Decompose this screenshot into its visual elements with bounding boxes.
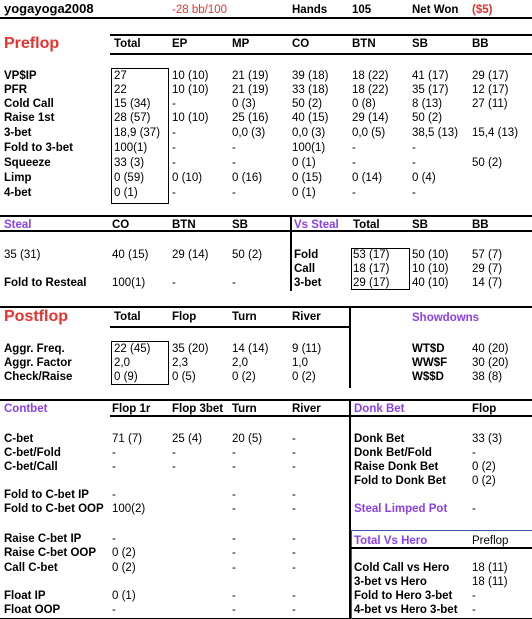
donk-cell: 33 (3) bbox=[472, 433, 503, 445]
preflop-cell: 10 (10) bbox=[172, 70, 209, 82]
postflop-cell: 2,0 bbox=[114, 357, 130, 369]
vs-steal-col-sb: SB bbox=[412, 219, 428, 231]
contbet-cell: - bbox=[232, 562, 236, 574]
donk-cell: - bbox=[472, 447, 476, 459]
preflop-cell: - bbox=[412, 142, 416, 154]
contbet-cell: - bbox=[112, 447, 116, 459]
fold-to-resteal-co: 100(1) bbox=[112, 277, 146, 289]
vs-hero-row-label: Fold to Hero 3-bet bbox=[354, 590, 453, 602]
contbet-row-label: Float IP bbox=[4, 590, 46, 602]
steal-col-btn: BTN bbox=[172, 219, 196, 231]
vs-hero-row-label: 4-bet vs Hero 3-bet bbox=[354, 604, 458, 616]
postflop-row-label: Check/Raise bbox=[4, 371, 73, 383]
contbet-cell: - bbox=[292, 503, 296, 515]
preflop-cell: 50 (2) bbox=[412, 112, 443, 124]
preflop-cell: 28 (57) bbox=[114, 112, 151, 124]
contbet-cell: - bbox=[232, 604, 236, 616]
contbet-cell: 71 (7) bbox=[112, 433, 143, 445]
showdowns-row-label: W$$D bbox=[412, 371, 444, 383]
net-won-value: ($5) bbox=[472, 4, 493, 16]
contbet-row-label: Float OOP bbox=[4, 604, 61, 616]
contbet-cell: - bbox=[172, 461, 176, 473]
hands-label: Hands bbox=[292, 4, 328, 16]
preflop-cell: - bbox=[412, 157, 416, 169]
preflop-cell: - bbox=[352, 157, 356, 169]
preflop-row-label: 3-bet bbox=[4, 127, 32, 139]
steal-btn: 29 (14) bbox=[172, 249, 209, 261]
contbet-cell: 0 (2) bbox=[112, 562, 136, 574]
contbet-row-label: C-bet/Call bbox=[4, 461, 58, 473]
contbet-cell: 100(2) bbox=[112, 503, 146, 515]
preflop-col-bb: BB bbox=[472, 38, 489, 50]
preflop-cell: 0 (15) bbox=[292, 172, 323, 184]
contbet-cell: - bbox=[292, 447, 296, 459]
preflop-cell: 0 (10) bbox=[172, 172, 203, 184]
preflop-title: Preflop bbox=[4, 35, 60, 52]
vs-steal-col-total: Total bbox=[353, 219, 380, 231]
preflop-cell: 15,4 (13) bbox=[472, 127, 519, 139]
steal-col-sb: SB bbox=[232, 219, 248, 231]
showdowns-row-label: WT$D bbox=[412, 343, 445, 355]
preflop-cell: 33 (3) bbox=[114, 157, 145, 169]
postflop-col-flop: Flop bbox=[172, 311, 197, 323]
contbet-cell: - bbox=[232, 447, 236, 459]
contbet-cell: - bbox=[292, 489, 296, 501]
contbet-cell: - bbox=[112, 533, 116, 545]
preflop-cell: - bbox=[172, 127, 176, 139]
postflop-cell: 35 (20) bbox=[172, 343, 209, 355]
preflop-cell: 50 (2) bbox=[292, 98, 323, 110]
postflop-cell: 1,0 bbox=[292, 357, 308, 369]
contbet-cell: - bbox=[292, 547, 296, 559]
preflop-cell: 10 (10) bbox=[172, 112, 209, 124]
contbet-col-turn: Turn bbox=[232, 403, 257, 415]
contbet-cell: - bbox=[112, 461, 116, 473]
vs-steal-cell: 50 (10) bbox=[412, 249, 449, 261]
postflop-top-rule bbox=[0, 306, 532, 308]
preflop-col-mp: MP bbox=[232, 38, 250, 50]
preflop-cell: 0,0 (3) bbox=[292, 127, 326, 139]
postflop-cell: 2,3 bbox=[172, 357, 188, 369]
preflop-col-total: Total bbox=[114, 38, 141, 50]
steal-limped-label: Steal Limped Pot bbox=[354, 503, 448, 515]
contbet-cell: 25 (4) bbox=[172, 433, 203, 445]
steal-divider bbox=[290, 215, 292, 291]
vs-hero-title: Total Vs Hero bbox=[354, 535, 428, 547]
preflop-cell: 39 (18) bbox=[292, 70, 329, 82]
preflop-cell: 29 (14) bbox=[352, 112, 389, 124]
vs-hero-cell: - bbox=[472, 604, 476, 616]
preflop-cell: - bbox=[232, 142, 236, 154]
vs-steal-title: Vs Steal bbox=[294, 219, 339, 231]
vs-steal-cell: 14 (7) bbox=[472, 277, 503, 289]
preflop-cell: 100(1) bbox=[114, 142, 148, 154]
preflop-cell: 0 (4) bbox=[412, 172, 436, 184]
vs-hero-cell: 18 (11) bbox=[472, 562, 508, 574]
preflop-cell: - bbox=[232, 157, 236, 169]
preflop-cell: 27 (11) bbox=[472, 98, 508, 110]
preflop-cell: - bbox=[352, 187, 356, 199]
preflop-cell: 18 (22) bbox=[352, 84, 389, 96]
donk-row-label: Donk Bet/Fold bbox=[354, 447, 432, 459]
preflop-row-label: Cold Call bbox=[4, 98, 54, 110]
contbet-row-label: Fold to C-bet OOP bbox=[4, 503, 104, 515]
bb-per-100: -28 bb/100 bbox=[172, 4, 227, 16]
steal-header-rule bbox=[0, 230, 532, 232]
preflop-cell: 0 (8) bbox=[352, 98, 376, 110]
contbet-cell: - bbox=[292, 461, 296, 473]
contbet-cell: 20 (5) bbox=[232, 433, 263, 445]
preflop-row-label: Limp bbox=[4, 172, 32, 184]
postflop-cell: 2,0 bbox=[232, 357, 248, 369]
vs-hero-row-label: Cold Call vs Hero bbox=[354, 562, 450, 574]
preflop-row-label: Fold to 3-bet bbox=[4, 142, 73, 154]
contbet-cell: - bbox=[292, 533, 296, 545]
hands-value: 105 bbox=[352, 4, 372, 16]
donk-row-label: Fold to Donk Bet bbox=[354, 475, 446, 487]
preflop-cell: - bbox=[172, 142, 176, 154]
preflop-col-btn: BTN bbox=[352, 38, 376, 50]
fold-to-resteal-btn: - bbox=[172, 277, 176, 289]
preflop-cell: 40 (15) bbox=[292, 112, 329, 124]
preflop-cell: 0 (16) bbox=[232, 172, 263, 184]
preflop-cell: - bbox=[172, 187, 176, 199]
preflop-cell: 41 (17) bbox=[412, 70, 449, 82]
preflop-row-label: Raise 1st bbox=[4, 112, 55, 124]
donk-col-flop: Flop bbox=[472, 403, 497, 415]
postflop-col-total: Total bbox=[114, 311, 141, 323]
preflop-cell: 50 (2) bbox=[472, 157, 503, 169]
preflop-col-co: CO bbox=[292, 38, 310, 50]
vs-steal-row-label: 3-bet bbox=[294, 277, 322, 289]
vs-steal-row-label: Call bbox=[294, 263, 316, 275]
preflop-cell: - bbox=[232, 187, 236, 199]
showdowns-cell: 30 (20) bbox=[472, 357, 509, 369]
donk-row-label: Donk Bet bbox=[354, 433, 405, 445]
preflop-cell: 100(1) bbox=[292, 142, 326, 154]
vs-hero-col-preflop: Preflop bbox=[472, 535, 509, 547]
preflop-row-label: PFR bbox=[4, 84, 27, 96]
vs-steal-cell: 40 (10) bbox=[412, 277, 449, 289]
preflop-col-ep: EP bbox=[172, 38, 188, 50]
contbet-col-flop3bet: Flop 3bet bbox=[172, 403, 224, 415]
postflop-cell: 22 (45) bbox=[114, 343, 151, 355]
preflop-cell: 35 (17) bbox=[412, 84, 449, 96]
preflop-cell: 27 bbox=[114, 70, 127, 82]
steal-sb: 50 (2) bbox=[232, 249, 263, 261]
contbet-cell: - bbox=[292, 604, 296, 616]
postflop-cell: 0 (9) bbox=[114, 371, 138, 383]
contbet-row-label: Call C-bet bbox=[4, 562, 58, 574]
contbet-cell: - bbox=[292, 562, 296, 574]
contbet-cell: - bbox=[112, 604, 116, 616]
contbet-col-river: River bbox=[292, 403, 321, 415]
preflop-cell: - bbox=[172, 98, 176, 110]
contbet-top-rule bbox=[0, 399, 532, 401]
preflop-cell: 29 (17) bbox=[472, 70, 509, 82]
vs-steal-cell: 29 (17) bbox=[353, 277, 390, 289]
vs-steal-cell: 18 (17) bbox=[353, 263, 390, 275]
preflop-cell: 0,0 (5) bbox=[352, 127, 386, 139]
vs-hero-cell: 18 (11) bbox=[472, 576, 508, 588]
contbet-cell: - bbox=[232, 503, 236, 515]
donk-cell: 0 (2) bbox=[472, 461, 496, 473]
preflop-cell: 8 (13) bbox=[412, 98, 443, 110]
player-name: yogayoga2008 bbox=[4, 1, 94, 16]
contbet-row-label: Raise C-bet OOP bbox=[4, 547, 97, 559]
preflop-cell: 18,9 (37) bbox=[114, 127, 161, 139]
showdowns-row-label: WW$F bbox=[412, 357, 448, 369]
header-divider bbox=[0, 17, 532, 19]
preflop-cell: 33 (18) bbox=[292, 84, 329, 96]
contbet-row-label: C-bet/Fold bbox=[4, 447, 61, 459]
postflop-title: Postflop bbox=[4, 308, 68, 325]
postflop-cell: 0 (5) bbox=[172, 371, 196, 383]
preflop-row-label: Squeeze bbox=[4, 157, 51, 169]
showdowns-cell: 40 (20) bbox=[472, 343, 509, 355]
contbet-title: Contbet bbox=[4, 403, 48, 415]
vs-steal-cell: 10 (10) bbox=[412, 263, 449, 275]
contbet-cell: - bbox=[112, 489, 116, 501]
preflop-cell: 10 (10) bbox=[172, 84, 209, 96]
vs-steal-cell: 57 (7) bbox=[472, 249, 503, 261]
contbet-cell: 0 (1) bbox=[112, 590, 136, 602]
contbet-cell: - bbox=[232, 489, 236, 501]
preflop-cell: - bbox=[352, 142, 356, 154]
postflop-cell: 14 (14) bbox=[232, 343, 269, 355]
contbet-col-flop1r: Flop 1r bbox=[112, 403, 151, 415]
contbet-cell: - bbox=[232, 547, 236, 559]
preflop-cell: 12 (17) bbox=[472, 84, 509, 96]
steal-total: 35 (31) bbox=[4, 249, 41, 261]
fold-to-resteal-label: Fold to Resteal bbox=[4, 277, 87, 289]
steal-col-co: CO bbox=[112, 219, 130, 231]
steal-top-rule bbox=[0, 215, 532, 217]
postflop-cell: 0 (2) bbox=[292, 371, 316, 383]
vs-hero-row-label: 3-bet vs Hero bbox=[354, 576, 427, 588]
showdowns-cell: 38 (8) bbox=[472, 371, 503, 383]
net-won-label: Net Won bbox=[412, 4, 459, 16]
preflop-cell: 25 (16) bbox=[232, 112, 269, 124]
vs-hero-cell: - bbox=[472, 590, 476, 602]
preflop-cell: 0 (59) bbox=[114, 172, 145, 184]
preflop-cell: 0 (14) bbox=[352, 172, 383, 184]
preflop-cell: - bbox=[172, 157, 176, 169]
preflop-cell: 21 (19) bbox=[232, 70, 269, 82]
showdowns-title: Showdowns bbox=[412, 312, 480, 324]
donk-cell: 0 (2) bbox=[472, 475, 496, 487]
steal-limped-value: - bbox=[472, 503, 476, 515]
preflop-cell: 38,5 (13) bbox=[412, 127, 459, 139]
vs-steal-row-label: Fold bbox=[294, 249, 319, 261]
postflop-row-label: Aggr. Factor bbox=[4, 357, 72, 369]
contbet-cell: - bbox=[232, 461, 236, 473]
preflop-cell: 0 (3) bbox=[232, 98, 256, 110]
postflop-divider bbox=[349, 306, 351, 388]
postflop-row-label: Aggr. Freq. bbox=[4, 343, 65, 355]
postflop-header-rule bbox=[110, 326, 350, 328]
vs-steal-col-bb: BB bbox=[472, 219, 489, 231]
contbet-row-label: Fold to C-bet IP bbox=[4, 489, 89, 501]
preflop-cell: 15 (34) bbox=[114, 98, 151, 110]
fold-to-resteal-sb: - bbox=[232, 277, 236, 289]
contbet-cell: - bbox=[232, 533, 236, 545]
preflop-cell: 0,0 (3) bbox=[232, 127, 266, 139]
preflop-cell: 0 (1) bbox=[292, 187, 316, 199]
contbet-row-label: Raise C-bet IP bbox=[4, 533, 82, 545]
contbet-cell: - bbox=[232, 590, 236, 602]
donk-title: Donk Bet bbox=[354, 403, 405, 415]
contbet-row-label: C-bet bbox=[4, 433, 34, 445]
postflop-col-river: River bbox=[292, 311, 321, 323]
vs-steal-cell: 53 (17) bbox=[353, 249, 390, 261]
preflop-cell: 21 (19) bbox=[232, 84, 269, 96]
donk-row-label: Raise Donk Bet bbox=[354, 461, 439, 473]
postflop-cell: 0 (2) bbox=[232, 371, 256, 383]
preflop-cell: 22 bbox=[114, 84, 127, 96]
contbet-cell: 0 (2) bbox=[112, 547, 136, 559]
contbet-cell: - bbox=[292, 590, 296, 602]
postflop-cell: 9 (11) bbox=[292, 343, 322, 355]
preflop-cell: 0 (1) bbox=[114, 187, 138, 199]
preflop-cell: 18 (22) bbox=[352, 70, 389, 82]
preflop-cell: - bbox=[412, 187, 416, 199]
contbet-cell: - bbox=[292, 433, 296, 445]
vs-steal-cell: 29 (7) bbox=[472, 263, 503, 275]
contbet-cell: - bbox=[172, 447, 176, 459]
preflop-col-sb: SB bbox=[412, 38, 428, 50]
steal-title: Steal bbox=[4, 219, 32, 231]
preflop-row-label: VP$IP bbox=[4, 70, 37, 82]
preflop-cell: 0 (1) bbox=[292, 157, 316, 169]
preflop-top-rule bbox=[110, 34, 532, 36]
preflop-row-label: 4-bet bbox=[4, 187, 32, 199]
preflop-header-rule bbox=[110, 53, 532, 55]
steal-co: 40 (15) bbox=[112, 249, 149, 261]
postflop-col-turn: Turn bbox=[232, 311, 257, 323]
